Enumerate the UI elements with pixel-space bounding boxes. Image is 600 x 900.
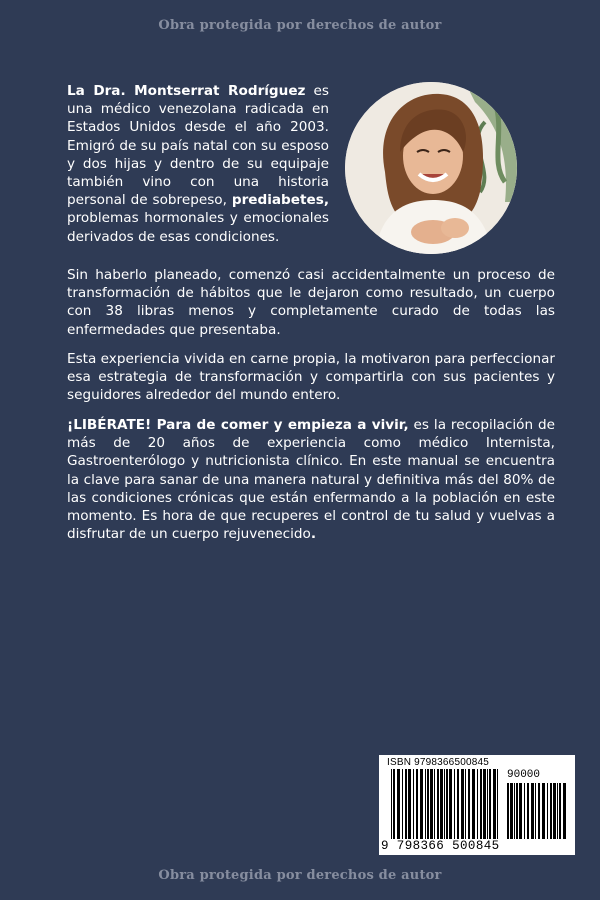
barcode-bar	[516, 783, 518, 839]
price-code: 90000	[507, 769, 541, 781]
barcode-bar	[449, 769, 452, 839]
barcode-bar	[457, 769, 459, 839]
ean-digits: 9 798366 500845	[381, 839, 500, 853]
copyright-watermark-top: Obra protegida por derechos de autor	[158, 18, 442, 33]
barcode-bar	[393, 769, 395, 839]
barcode-bar	[465, 769, 466, 839]
author-name: La Dra. Montserrat Rodríguez	[67, 83, 306, 99]
barcode-bar	[440, 769, 443, 839]
author-bio-highlight: prediabetes,	[231, 192, 329, 209]
author-bio-text-b: problemas hormonales y emocionales derivados de esas condiciones.	[67, 210, 329, 245]
barcode-bar	[446, 769, 448, 839]
barcode-bar	[408, 769, 411, 839]
barcode-bar	[527, 783, 529, 839]
barcode-bar	[553, 783, 556, 839]
barcode-bar	[472, 769, 475, 839]
book-description-end: .	[310, 526, 317, 543]
addon-barcode-bars	[507, 783, 567, 839]
isbn-label: ISBN 9798366500845	[387, 757, 490, 768]
barcode-bar	[538, 783, 540, 839]
barcode-bar	[468, 769, 470, 839]
author-portrait-icon	[345, 82, 517, 254]
copyright-watermark-bottom: Obra protegida por derechos de autor	[158, 868, 442, 883]
author-bio-paragraph	[67, 82, 329, 246]
barcode-bar	[454, 769, 455, 839]
isbn-barcode	[379, 755, 575, 855]
barcode-bar	[416, 769, 418, 839]
barcode-bar	[413, 769, 414, 839]
barcode-bar	[425, 769, 426, 839]
experience-paragraph: Esta experiencia vivida en carne propia, la motivaron para perfeccionar esa estrategia de transformación y compartirla con sus pacientes y seguidores alrededor del mundo entero.	[67, 351, 555, 404]
barcode-bar	[420, 769, 423, 839]
barcode-bar	[444, 769, 445, 839]
barcode-bar	[535, 783, 536, 839]
book-title: ¡LIBÉRATE! Para de comer y empieza a vivir,	[67, 417, 409, 433]
barcode-bar	[405, 769, 407, 839]
barcode-bar	[430, 769, 433, 839]
barcode-bar	[519, 783, 522, 839]
barcode-bar	[557, 783, 558, 839]
barcode-bar	[514, 783, 515, 839]
book-description-paragraph	[67, 416, 555, 543]
barcode-bar	[531, 783, 534, 839]
barcode-bar	[507, 783, 509, 839]
barcode-bar	[391, 769, 392, 839]
barcode-bar	[547, 783, 548, 839]
barcode-bar	[427, 769, 429, 839]
ean-barcode-bars	[391, 769, 501, 839]
barcode-bar	[487, 769, 488, 839]
barcode-bar	[542, 783, 545, 839]
barcode-bar	[402, 769, 403, 839]
barcode-bar	[524, 783, 525, 839]
barcode-bar	[497, 769, 498, 839]
barcode-bar	[489, 769, 491, 839]
barcode-bar	[483, 769, 486, 839]
barcode-bar	[510, 783, 513, 839]
transformation-paragraph: Sin haberlo planeado, comenzó casi accidentalmente un proceso de transformación de hábitos que le dejaron como resultado, un cuerpo con 38 libras menos y completamente curado de todas las enfermedades que presentaba.	[67, 267, 555, 338]
barcode-bar	[397, 769, 400, 839]
barcode-bar	[477, 769, 478, 839]
barcode-bar	[550, 783, 552, 839]
book-description-text: es la recopilación de más de 20 años de experiencia como médico Internista, Gastroenterólogo y nutricionista clínico. En este manual se encuentra la clave para sanar de una manera natural y definitiva más del 80% de las condiciones crónicas que están enfermando a la población en este momento. Es hora de que recuperes el control de tu salud y vuelvas a disfrutar de un cuerpo rejuvenecido	[67, 417, 555, 543]
barcode-bar	[480, 769, 482, 839]
barcode-bar	[437, 769, 439, 839]
barcode-bar	[559, 783, 561, 839]
barcode-bar	[563, 783, 566, 839]
barcode-bar	[461, 769, 464, 839]
author-bio-text-a: es una médico venezolana radicada en Estados Unidos desde el año 2003. Emigró de su país natal con su esposo y dos hijas y dentro de su equipaje también vino con una historia personal de sobrepeso,	[67, 83, 329, 209]
author-photo	[345, 82, 517, 254]
barcode-bar	[434, 769, 435, 839]
barcode-bar	[493, 769, 496, 839]
